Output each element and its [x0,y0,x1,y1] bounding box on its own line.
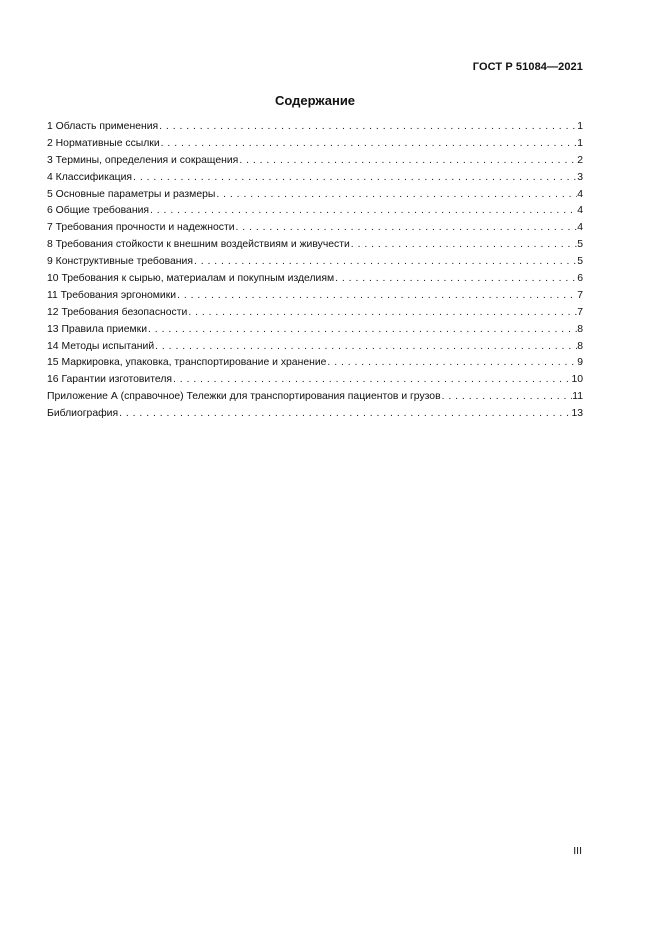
toc-item-page: 8 [577,340,583,352]
toc-item[interactable] [47,339,583,356]
toc-item[interactable] [47,389,583,406]
toc-leader-dots [193,254,577,271]
toc-leader-dots [238,153,577,170]
toc-item-label: Приложение А (справочное) Тележки для транспортирования пациентов и грузов [47,391,441,403]
toc-item-page: 5 [577,256,583,268]
toc-item-label: 5 Основные параметры и размеры [47,188,216,200]
toc-leader-dots [235,220,578,237]
toc-leader-dots [147,322,577,339]
toc-item-page: 6 [577,273,583,285]
toc-item[interactable] [47,288,583,305]
toc-item-page: 2 [577,154,583,166]
toc-item-label: 13 Правила приемки [47,323,148,335]
toc-item-label: 3 Термины, определения и сокращения [47,154,239,166]
toc-item[interactable] [47,220,583,237]
toc-item-page: 4 [577,205,583,217]
toc-title: Содержание [274,93,356,108]
toc-item-label: 16 Гарантии изготовителя [47,374,173,386]
toc-item-page: 1 [577,137,583,149]
toc-item[interactable] [47,355,583,372]
toc-item-page: 7 [577,306,583,318]
toc-item[interactable] [47,322,583,339]
toc-item-page: 13 [571,408,583,420]
toc-item-label: 15 Маркировка, упаковка, транспортирование и хранение [47,357,327,369]
toc-leader-dots [158,119,577,136]
toc-leader-dots [334,271,577,288]
toc-item-label: Библиография [47,408,119,420]
toc-item-page: 3 [577,171,583,183]
toc-item-page: 8 [577,323,583,335]
toc-item[interactable] [47,153,583,170]
toc-item-label: 6 Общие требования [47,205,149,217]
toc-leader-dots [172,372,571,389]
toc-item-label: 14 Методы испытаний [47,340,155,352]
toc-item-page: 4 [577,188,583,200]
toc-leader-dots [118,406,571,423]
toc-item-label: 2 Нормативные ссылки [47,137,160,149]
toc-item-label: 9 Конструктивные требования [47,256,193,268]
toc-item[interactable] [47,119,583,136]
toc-item-label: 11 Требования эргономики [47,289,177,301]
toc-item-page: 7 [577,289,583,301]
toc-item-page: 5 [577,239,583,251]
toc-leader-dots [215,187,577,204]
toc-leader-dots [132,170,577,187]
toc-item-page: 1 [577,121,583,132]
page-number: III [573,845,582,857]
toc-item[interactable] [47,271,583,288]
toc-leader-dots [441,389,573,406]
toc-leader-dots [149,203,577,220]
toc-leader-dots [160,136,578,153]
toc-item[interactable] [47,254,583,271]
toc-item-label: 8 Требования стойкости к внешним воздействиям и живучести [47,239,350,251]
toc-leader-dots [350,237,577,254]
toc-leader-dots [154,339,577,356]
toc-item[interactable] [47,406,583,423]
toc-item-label: 7 Требования прочности и надежности [47,222,235,234]
toc-item-label: 4 Классификация [47,171,133,183]
toc-item-label: 12 Требования безопасности [47,306,188,318]
toc-item[interactable] [47,203,583,220]
toc-item-label: 10 Требования к сырью, материалам и покупным изделиям [47,273,335,285]
toc-item-page: 11 [572,391,583,403]
toc-item[interactable] [47,237,583,254]
toc-item[interactable] [47,187,583,204]
toc-item-page: 4 [577,222,583,234]
toc-leader-dots [187,305,577,322]
toc-leader-dots [176,288,577,305]
toc-item-label: 1 Область применения [47,121,159,132]
toc-item[interactable] [47,136,583,153]
toc-leader-dots [326,355,577,372]
toc-item-page: 9 [577,357,583,369]
table-of-contents [47,119,583,423]
document-code: ГОСТ Р 51084—2021 [472,61,583,73]
toc-item[interactable] [47,170,583,187]
toc-item[interactable] [47,372,583,389]
toc-item-page: 10 [571,374,583,386]
toc-item[interactable] [47,305,583,322]
